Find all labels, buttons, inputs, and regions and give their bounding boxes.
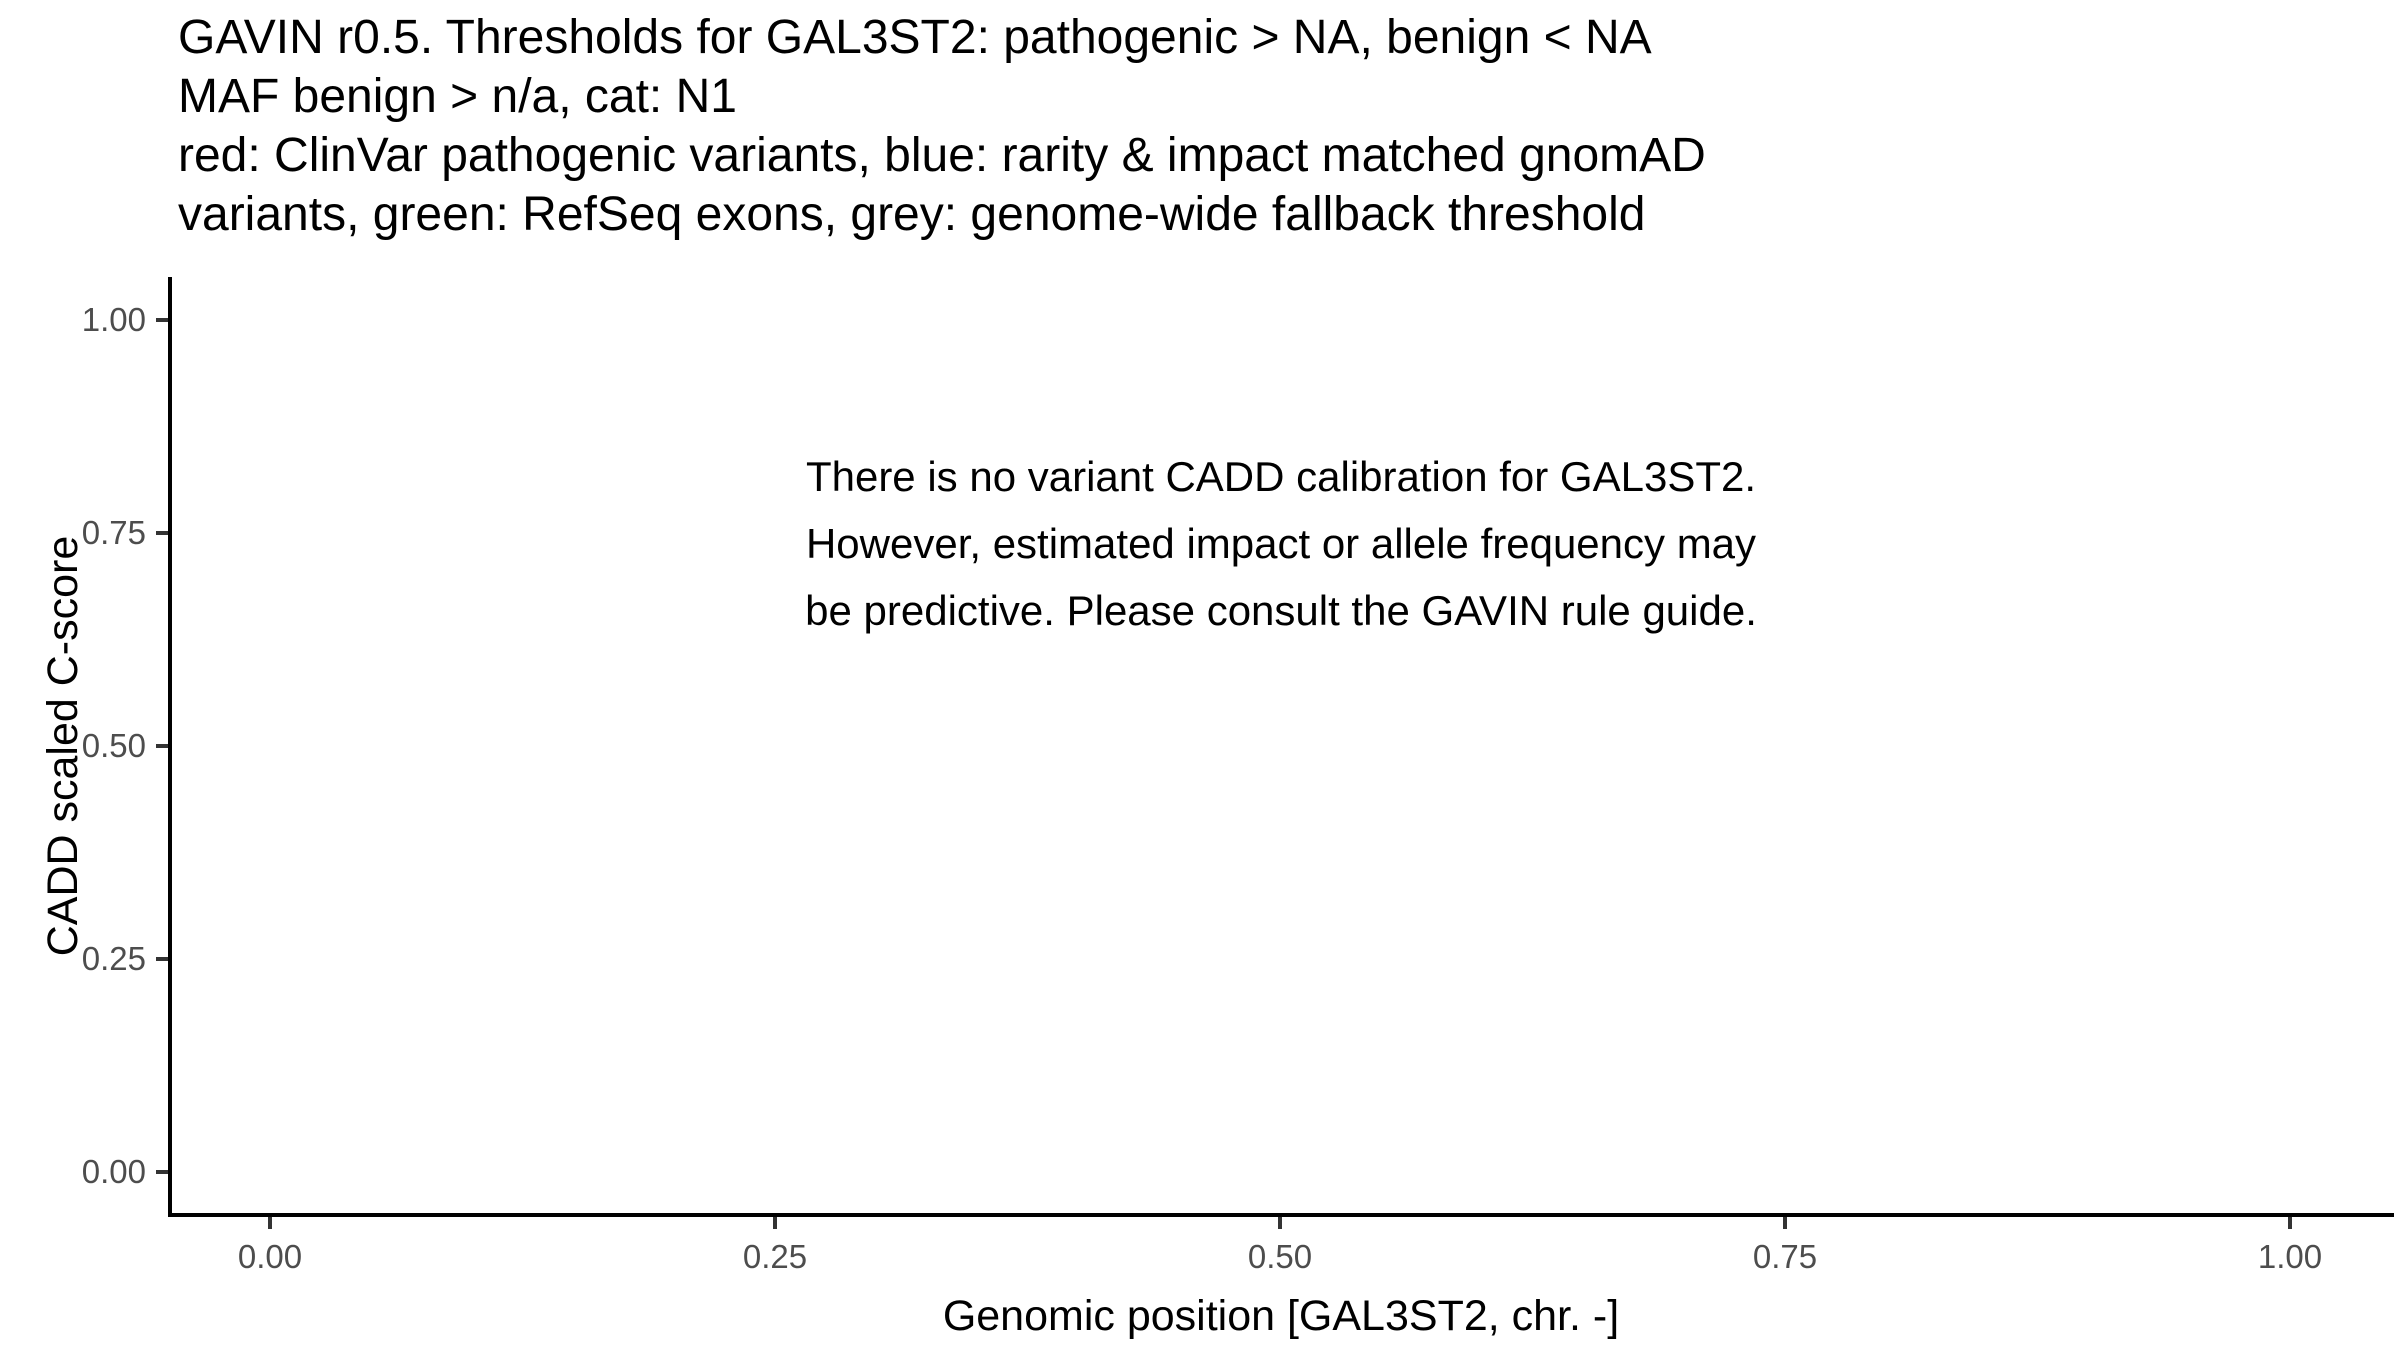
x-tick-label: 0.00: [237, 1238, 303, 1275]
y-axis-title: CADD scaled C-score: [39, 535, 87, 957]
panel-annotation: [168, 443, 2394, 644]
plot-title-line-3: red: ClinVar pathogenic variants, blue: rarity & impact matched gnomAD: [178, 129, 1706, 182]
annotation-line-3: be predictive. Please consult the GAVIN rule guide.: [805, 587, 1757, 634]
x-tick-label: 0.50: [1247, 1238, 1313, 1275]
plot-title-line-1: GAVIN r0.5. Thresholds for GAL3ST2: pathogenic > NA, benign < NA: [178, 11, 1652, 64]
annotation-line-1: There is no variant CADD calibration for GAL3ST2.: [805, 453, 1757, 500]
y-tick-label: 1.00: [81, 301, 146, 338]
x-tick-mark-0.00: [268, 1217, 272, 1229]
x-tick-mark-0.75: [1783, 1217, 1787, 1229]
y-tick-label: 0.75: [81, 514, 146, 551]
y-tick-mark-0.50: [156, 744, 168, 748]
plot-title: [178, 8, 2278, 244]
y-tick-mark-0.75: [156, 531, 168, 535]
x-axis-title: Genomic position [GAL3ST2, chr. -]: [942, 1292, 1620, 1340]
x-tick-label: 0.75: [1752, 1238, 1818, 1275]
y-axis-line: [168, 277, 172, 1217]
annotation-line-2: However, estimated impact or allele frequency may: [805, 520, 1757, 567]
y-tick-label: 0.25: [81, 940, 146, 977]
x-tick-mark-1.00: [2288, 1217, 2292, 1229]
plot-title-line-2: MAF benign > n/a, cat: N1: [178, 70, 737, 123]
x-tick-label: 1.00: [2257, 1238, 2323, 1275]
y-tick-mark-1.00: [156, 318, 168, 322]
y-tick-mark-0.25: [156, 957, 168, 961]
y-tick-mark-0.00: [156, 1170, 168, 1174]
y-tick-label: 0.00: [81, 1153, 146, 1190]
x-tick-mark-0.25: [773, 1217, 777, 1229]
y-tick-label: 0.50: [81, 727, 146, 764]
x-tick-label: 0.25: [742, 1238, 808, 1275]
x-tick-mark-0.50: [1278, 1217, 1282, 1229]
plot-title-line-4: variants, green: RefSeq exons, grey: genome-wide fallback threshold: [178, 188, 1646, 241]
